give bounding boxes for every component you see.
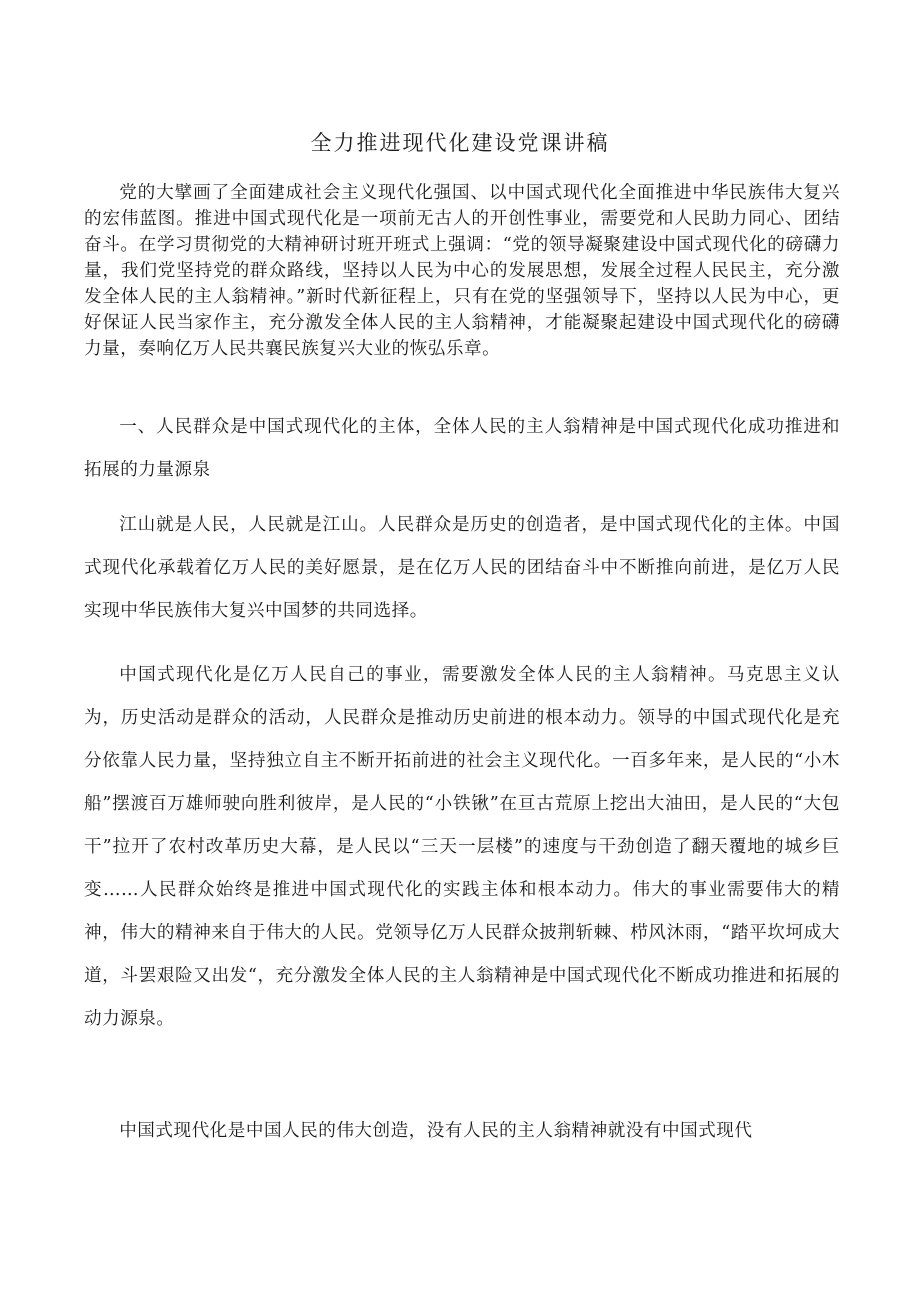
intro-paragraph: 党的大擘画了全面建成社会主义现代化强国、以中国式现代化全面推进中华民族伟大复兴的宏伟蓝图。推进中国式现代化是一项前无古人的开创性事业，需要党和人民助力同心、团结奋斗。在学习贯彻党的大精神研讨班开班式上强调：“党的领导凝聚建设中国式现代化的磅礴力量，我们党坚持党的群众路线，坚持以人民为中心的发展思想，发展全过程人民民主，充分激发全体人民的主人翁精神。”新时代新征程上，只有在党的坚强领导下，坚持以人民为中心，更好保证人民当家作主，充分激发全体人民的主人翁精神，才能凝聚起建设中国式现代化的磅礴力量，奏响亿万人民共襄民族复兴大业的恢弘乐章。 — [84, 183, 840, 359]
body-paragraph-2: 中国式现代化是亿万人民自己的事业，需要激发全体人民的主人翁精神。马克思主义认为，历史活动是群众的活动，人民群众是推动历史前进的根本动力。领导的中国式现代化是充分依靠人民力量，坚持独立自主不断开拓前进的社会主义现代化。一百多年来，是人民的“小木船”摆渡百万雄师驶向胜利彼岸，是人民的“小铁锹”在亘古荒原上挖出大油田，是人民的“大包干”拉开了农村改革历史大幕，是人民以“三天一层楼”的速度与干劲创造了翻天覆地的城乡巨变……人民群众始终是推进中国式现代化的实践主体和根本动力。伟大的事业需要伟大的精神，伟大的精神来自于伟大的人民。党领导亿万人民群众披荆斩棘、栉风沐雨，“踏平坎坷成大道，斗罢艰险又出发“，充分激发全体人民的主人翁精神是中国式现代化不断成功推进和拓展的动力源泉。 — [84, 665, 840, 1029]
body-paragraph-3: 中国式现代化是中国人民的伟大创造，没有人民的主人翁精神就没有中国式现代 — [119, 1121, 753, 1141]
section-heading-1: 一、人民群众是中国式现代化的主体，全体人民的主人翁精神是中国式现代化成功推进和拓展的力量源泉 — [84, 417, 840, 480]
body-paragraph-1: 江山就是人民，人民就是江山。人民群众是历史的创造者，是中国式现代化的主体。中国式现代化承载着亿万人民的美好愿景，是在亿万人民的团结奋斗中不断推向前进，是亿万人民实现中华民族伟大复兴中国梦的共同选择。 — [84, 515, 840, 621]
document-title: 全力推进现代化建设党课讲稿 — [310, 131, 610, 155]
